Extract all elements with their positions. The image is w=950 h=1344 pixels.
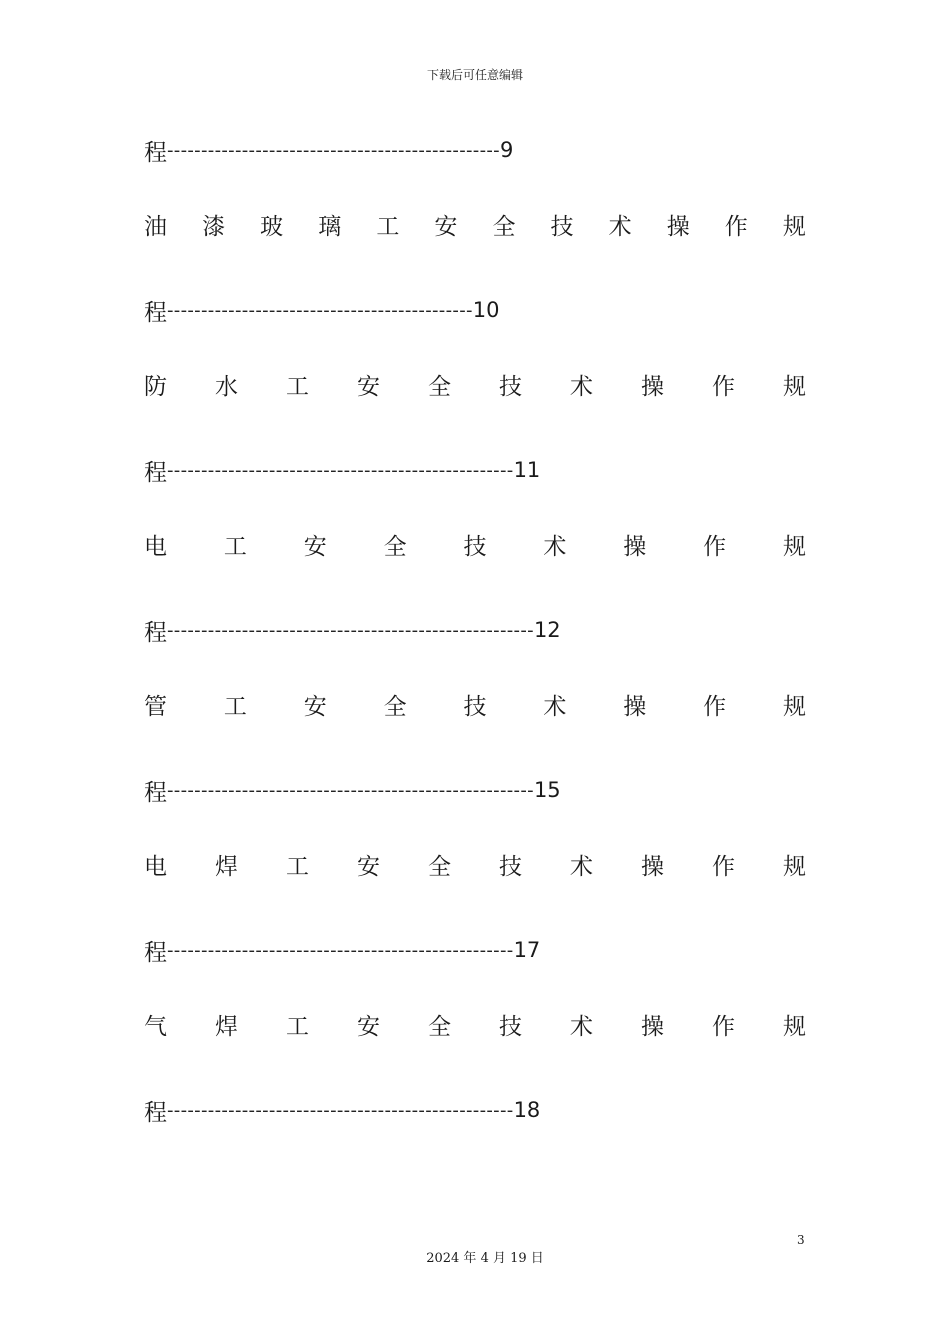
title-char: 术 — [570, 853, 593, 880]
title-char: 漆 — [202, 213, 226, 240]
title-char: 术 — [543, 693, 567, 720]
continuation-char: 程 — [144, 619, 167, 646]
toc-entry-title[interactable] — [144, 209, 806, 239]
title-char: 作 — [703, 533, 727, 560]
title-char: 全 — [383, 533, 407, 560]
title-char: 操 — [641, 373, 664, 400]
toc-entry-title[interactable] — [144, 849, 806, 879]
page-ref: 9 — [499, 138, 514, 162]
title-char: 工 — [223, 533, 247, 560]
title-char: 安 — [357, 373, 380, 400]
toc-entry-title[interactable] — [144, 689, 806, 719]
toc-entry-title[interactable] — [144, 1009, 806, 1039]
title-char: 技 — [499, 853, 522, 880]
title-char: 安 — [357, 853, 380, 880]
title-char: 全 — [383, 693, 407, 720]
title-char: 技 — [463, 533, 487, 560]
dot-leader: --------------------------------------------------- — [167, 939, 514, 961]
title-char: 全 — [428, 853, 451, 880]
page-ref: 15 — [533, 778, 561, 802]
title-char: 技 — [463, 693, 487, 720]
title-char: 安 — [357, 1013, 380, 1040]
page-footer-date: 2024 年 4 月 19 日 — [426, 1251, 544, 1266]
continuation-char: 程 — [144, 299, 167, 326]
title-char: 工 — [223, 693, 247, 720]
title-char: 作 — [703, 693, 727, 720]
title-char: 技 — [499, 373, 522, 400]
toc-continuation-line[interactable] — [144, 615, 561, 645]
toc-continuation-line[interactable] — [144, 935, 540, 965]
continuation-char: 程 — [144, 939, 167, 966]
continuation-char: 程 — [144, 459, 167, 486]
page-header: 下载后可任意编辑 — [426, 68, 523, 82]
title-char: 术 — [570, 1013, 593, 1040]
title-char: 气 — [144, 1013, 167, 1040]
title-char: 规 — [783, 533, 806, 560]
title-char: 规 — [783, 693, 806, 720]
title-char: 璃 — [318, 213, 342, 240]
title-char: 规 — [782, 213, 806, 240]
title-char: 工 — [286, 373, 309, 400]
dot-leader: ------------------------------------------------------ — [167, 619, 534, 641]
title-char: 术 — [570, 373, 593, 400]
page-ref: 17 — [513, 938, 541, 962]
title-char: 术 — [608, 213, 632, 240]
title-char: 术 — [543, 533, 567, 560]
title-char: 作 — [712, 853, 735, 880]
page-number: 3 — [797, 1233, 805, 1247]
title-char: 技 — [499, 1013, 522, 1040]
title-char: 焊 — [215, 1013, 238, 1040]
toc-entry-title[interactable] — [144, 369, 806, 399]
title-char: 规 — [783, 373, 806, 400]
title-char: 操 — [666, 213, 690, 240]
title-char: 工 — [286, 853, 309, 880]
title-char: 操 — [623, 533, 647, 560]
toc-continuation-line[interactable] — [144, 135, 513, 165]
page-ref: 18 — [513, 1098, 541, 1122]
title-char: 工 — [286, 1013, 309, 1040]
title-char: 安 — [303, 693, 327, 720]
title-char: 全 — [428, 1013, 451, 1040]
title-char: 油 — [144, 213, 167, 240]
dot-leader: --------------------------------------------------- — [167, 459, 514, 481]
title-char: 全 — [492, 213, 516, 240]
page-ref: 12 — [533, 618, 561, 642]
page-ref: 11 — [513, 458, 541, 482]
title-char: 焊 — [215, 853, 238, 880]
dot-leader: --------------------------------------------------- — [167, 1099, 514, 1121]
title-char: 安 — [434, 213, 458, 240]
title-char: 玻 — [260, 213, 284, 240]
dot-leader: ------------------------------------------------- — [167, 139, 500, 161]
title-char: 全 — [428, 373, 451, 400]
title-char: 防 — [144, 373, 167, 400]
title-char: 操 — [641, 1013, 664, 1040]
toc-continuation-line[interactable] — [144, 775, 561, 805]
toc-entry-title[interactable] — [144, 529, 806, 559]
title-char: 管 — [144, 693, 167, 720]
continuation-char: 程 — [144, 139, 167, 166]
continuation-char: 程 — [144, 779, 167, 806]
title-char: 电 — [144, 533, 167, 560]
dot-leader: ------------------------------------------------------ — [167, 779, 534, 801]
title-char: 作 — [712, 1013, 735, 1040]
title-char: 作 — [724, 213, 748, 240]
title-char: 技 — [550, 213, 574, 240]
page-ref: 10 — [472, 298, 500, 322]
toc-continuation-line[interactable] — [144, 1095, 540, 1125]
title-char: 规 — [783, 853, 806, 880]
dot-leader: --------------------------------------------- — [167, 299, 473, 321]
toc-continuation-line[interactable] — [144, 295, 500, 325]
title-char: 安 — [303, 533, 327, 560]
toc-continuation-line[interactable] — [144, 455, 540, 485]
title-char: 规 — [783, 1013, 806, 1040]
title-char: 操 — [623, 693, 647, 720]
title-char: 操 — [641, 853, 664, 880]
title-char: 电 — [144, 853, 167, 880]
title-char: 工 — [376, 213, 400, 240]
continuation-char: 程 — [144, 1099, 167, 1126]
title-char: 作 — [712, 373, 735, 400]
title-char: 水 — [215, 373, 238, 400]
